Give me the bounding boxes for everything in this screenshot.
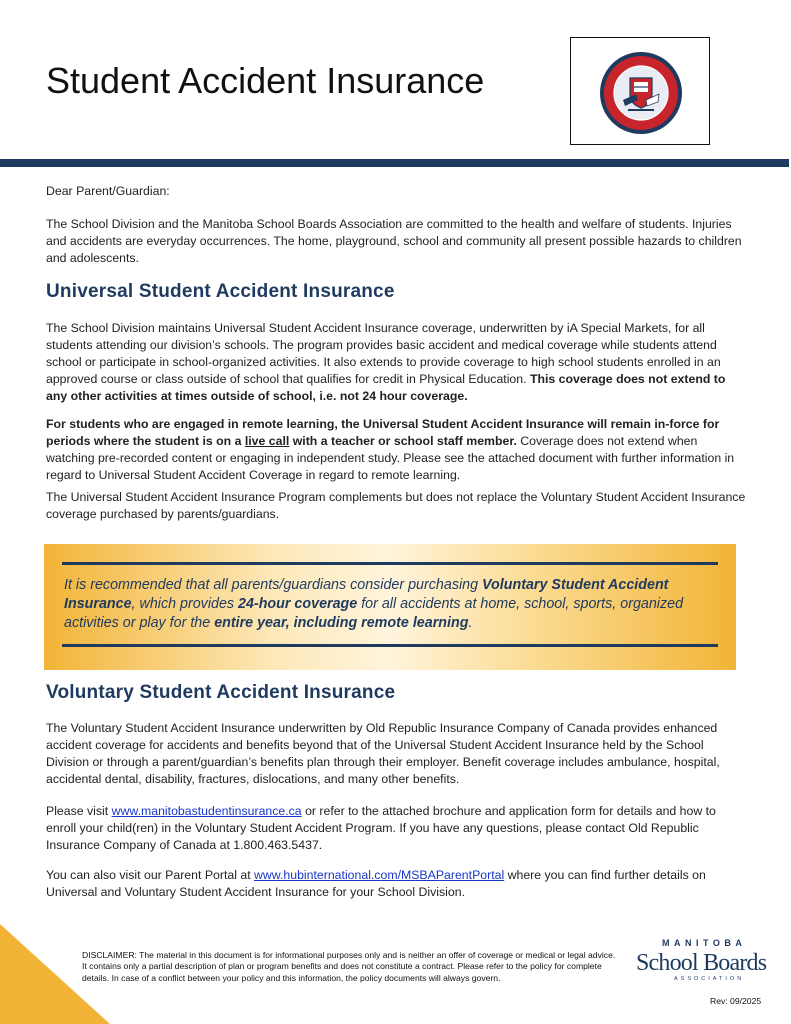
voluntary-heading: Voluntary Student Accident Insurance — [46, 682, 396, 703]
manitoba-student-insurance-link[interactable]: www.manitobastudentinsurance.ca — [111, 804, 302, 818]
msba-seal-logo-box — [570, 37, 710, 145]
callout-b3: entire year, including remote learning — [214, 615, 469, 631]
msba-logo-bottom: ASSOCIATION — [674, 976, 745, 982]
intro-paragraph: The School Division and the Manitoba School Boards Association are committed to the health and welfare of students. Injuries and accidents are everyday occurrences. The home, playground, school and community all present possible hazards to children and adolescents. — [46, 217, 742, 265]
msba-seal-icon — [598, 50, 684, 136]
salutation: Dear Parent/Guardian: — [46, 184, 170, 198]
universal-p1-bold: This coverage does not extend to any other activities at times outside of school, i.e. not 24 hour coverage. — [46, 372, 726, 403]
callout-bottom-rule — [62, 644, 718, 647]
voluntary-p3-a: You can also visit our Parent Portal at — [46, 868, 255, 882]
callout-t3: for all accidents at home, school, sports, organized activities or play for the — [64, 596, 684, 631]
callout-b2: 24-hour coverage — [238, 596, 358, 612]
voluntary-p2-a: Please visit — [46, 804, 112, 818]
msba-logo-top: MANITOBA — [662, 938, 747, 948]
voluntary-p3-b: where you can find further details on Universal and Voluntary Student Accident Insurance for your School Division. — [46, 868, 706, 899]
msba-logo-main: School Boards — [636, 950, 767, 976]
remote-text: Coverage does not extend when watching pre-recorded content or engaging in independent study. Please see the attached document with further information in regard to Universal Student Accident Coverage in regard to remote learning. — [46, 434, 735, 482]
universal-p1-text: The School Division maintains Universal Student Accident Insurance coverage, underwritten by iA Special Markets, for all students attending our division’s schools. The program provides basic accident and medical coverage while students attend school or participate in school-organized activities. It also extends to provide coverage to high school students enrolled in an approved course or class outside of school that qualifies for credit in Physical Education. — [46, 321, 721, 386]
voluntary-p2-b: or refer to the attached brochure and application form for details and how to enroll your child(ren) in the Voluntary Student Accident Program. If you have any questions, please contact Old Republic Insurance Company of Canada at 1.800.463.5437. — [46, 804, 716, 852]
remote-bold-a: For students who are engaged in remote learning, the Universal Student Accident Insurance will remain in-force for periods where the student is on a — [46, 417, 720, 448]
voluntary-paragraph-1: The Voluntary Student Accident Insurance underwritten by Old Republic Insurance Company of Canada provides enhanced accident coverage for accidents and benefits beyond that of the Universal Student Accident Insurance held by the School Division or through a parent/guardian’s benefits plan through their employer. Benefit coverage includes ambulance, hospital, accidental dental, disability, fractures, dislocations, and many other benefits. — [46, 721, 720, 786]
callout-top-rule — [62, 562, 718, 565]
universal-paragraph-2 — [46, 416, 746, 484]
header-rule — [0, 159, 789, 167]
disclaimer: DISCLAIMER: The material in this document is for informational purposes only and is neither an offer of coverage or medical or legal advice. It contains only a partial description of plan or program benefits and does not constitute a contract. Please refer to the policy for complete details. In case of a conflict between your policy and this information, the policy documents will always govern. — [82, 950, 616, 983]
msba-wordmark-logo — [634, 938, 770, 988]
remote-bold-b: with a teacher or school staff member. — [289, 434, 517, 448]
voluntary-paragraph-3 — [46, 867, 746, 901]
universal-paragraph-3: The Universal Student Accident Insurance Program complements but does not replace the Voluntary Student Accident Insurance coverage purchased by parents/guardians. — [46, 490, 746, 521]
voluntary-paragraph-2 — [46, 803, 746, 854]
universal-heading: Universal Student Accident Insurance — [46, 281, 395, 302]
callout-b1: Voluntary Student Accident Insurance — [64, 577, 669, 612]
callout-t4: . — [468, 615, 473, 631]
callout-text — [64, 576, 714, 633]
parent-portal-link[interactable]: www.hubinternational.com/MSBAParentPortal — [254, 868, 505, 882]
universal-paragraph-1 — [46, 320, 746, 405]
callout-t2: , which provides — [131, 596, 239, 612]
page-title: Student Accident Insurance — [46, 60, 485, 101]
revision-date: Rev: 09/2025 — [710, 996, 762, 1006]
recommendation-callout — [44, 544, 736, 670]
callout-t1: It is recommended that all parents/guardians consider purchasing — [64, 577, 483, 593]
live-call-underline: live call — [244, 434, 290, 448]
